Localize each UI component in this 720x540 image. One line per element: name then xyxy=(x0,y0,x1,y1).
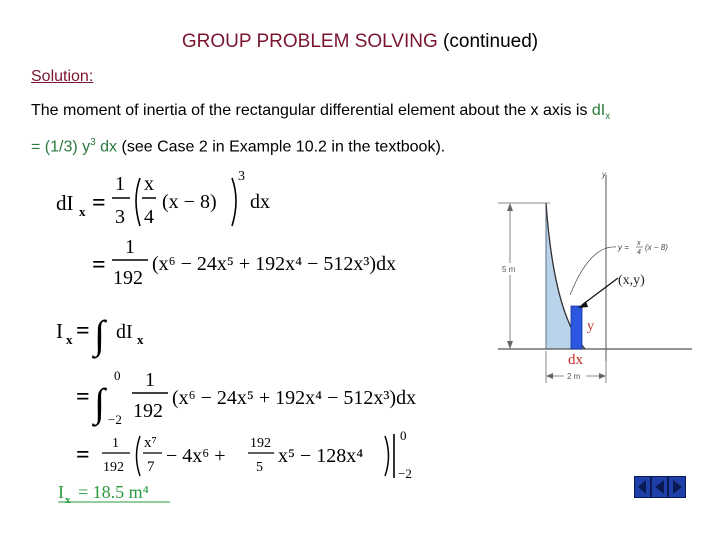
next-slide-icon[interactable] xyxy=(669,477,686,498)
slide-title xyxy=(0,31,720,53)
eq2-den: 192 xyxy=(113,267,143,289)
eq1-four: 4 xyxy=(144,206,154,228)
eq1-one: 1 xyxy=(115,173,125,195)
eq5-den: 192 xyxy=(103,460,124,475)
eq5-one: 1 xyxy=(112,436,119,451)
eq5-x7: x⁷ xyxy=(144,435,157,451)
eq5-frac-num: 192 xyxy=(250,436,271,451)
eq3-dI: dI xyxy=(116,321,133,343)
eq1-three: 3 xyxy=(115,206,125,228)
height-label: 5 m xyxy=(502,265,516,274)
height-arrow-bottom xyxy=(507,341,513,349)
width-label: 2 m xyxy=(567,372,581,381)
curve-label-num: x xyxy=(637,240,641,247)
eq1-xm8: (x − 8) xyxy=(162,191,217,213)
eq4-integral: ∫ xyxy=(94,380,105,425)
eq5-mid: − 4x⁶ + xyxy=(166,445,226,467)
text-sup3: 3 xyxy=(90,137,96,149)
eq1-paren-left xyxy=(136,178,140,226)
curve-leader xyxy=(570,247,616,295)
eq5-tail: x⁵ − 128x⁴ xyxy=(278,445,364,467)
eq2-equals: = xyxy=(92,252,106,278)
eq1-dI: dI xyxy=(56,191,74,215)
text-part2: = (1/3) y xyxy=(31,138,91,156)
result-I: I xyxy=(58,482,64,502)
differential-element xyxy=(571,306,582,349)
width-arrow-left xyxy=(546,373,553,379)
text-part1: The moment of inertia of the rectangular differential element about the x axis is xyxy=(31,102,592,119)
eq1-dx: dx xyxy=(250,191,270,213)
eq1-equals: = xyxy=(92,190,106,216)
curve-label-den: 4 xyxy=(637,249,641,256)
eq2-poly: (x⁶ − 24x⁵ + 192x⁴ − 512x³)dx xyxy=(152,253,397,275)
text-dI: dI xyxy=(591,102,606,119)
element-dx-label: dx xyxy=(568,352,583,368)
eq3-integral: ∫ xyxy=(94,312,105,357)
eq5-seven: 7 xyxy=(147,459,155,475)
title-main: GROUP PROBLEM SOLVING xyxy=(181,31,438,52)
eq5-eval-lower: −2 xyxy=(398,466,412,481)
eq2-one: 1 xyxy=(125,236,135,258)
eq1-exp: 3 xyxy=(238,169,245,184)
eq1-x: x xyxy=(144,173,154,195)
point-arrow-line xyxy=(582,278,618,305)
text-dI-sub: x xyxy=(605,111,611,123)
height-arrow-top xyxy=(507,203,513,211)
title-paren: (continued) xyxy=(443,31,539,52)
point-label: (x,y) xyxy=(618,273,645,288)
result-value: = 18.5 m⁴ xyxy=(78,482,149,502)
width-arrow-right xyxy=(599,373,606,379)
curve-label-rest: (x − 8) xyxy=(645,243,668,252)
solution-text xyxy=(31,98,711,161)
eq5-frac-den: 5 xyxy=(256,460,263,475)
previous-slide-icon[interactable] xyxy=(652,477,668,498)
eq5-eval-upper: 0 xyxy=(400,428,407,443)
eq4-equals: = xyxy=(76,384,90,410)
eq4-one: 1 xyxy=(145,369,155,391)
eq5-paren-right xyxy=(385,436,389,476)
area-diagram xyxy=(490,165,700,395)
eq5-equals: = xyxy=(76,442,90,468)
eq3-equals: = xyxy=(76,318,90,344)
eq1-paren-right xyxy=(232,178,236,226)
eq3-dI-sub: x xyxy=(137,332,144,347)
first-slide-icon[interactable] xyxy=(635,477,651,498)
y-axis-label: y xyxy=(602,170,606,179)
text-part3: dx xyxy=(95,138,118,156)
eq3-sub: x xyxy=(66,332,73,347)
text-part4: (see Case 2 in Example 10.2 in the textbook). xyxy=(117,138,446,156)
eq4-den: 192 xyxy=(133,400,163,422)
solution-label: Solution: xyxy=(31,68,94,85)
eq4-lower: −2 xyxy=(108,412,122,427)
slide-navigation xyxy=(634,476,686,498)
eq3-I: I xyxy=(56,319,63,343)
element-y-label: y xyxy=(587,319,594,334)
eq5-paren-left xyxy=(137,436,141,476)
result-sub: x xyxy=(65,494,71,506)
eq4-upper: 0 xyxy=(114,368,121,383)
eq1-sub: x xyxy=(79,204,86,219)
eq4-poly: (x⁶ − 24x⁵ + 192x⁴ − 512x³)dx xyxy=(172,387,417,409)
equation-block xyxy=(50,160,490,510)
curve-label-y: y = xyxy=(618,243,629,252)
